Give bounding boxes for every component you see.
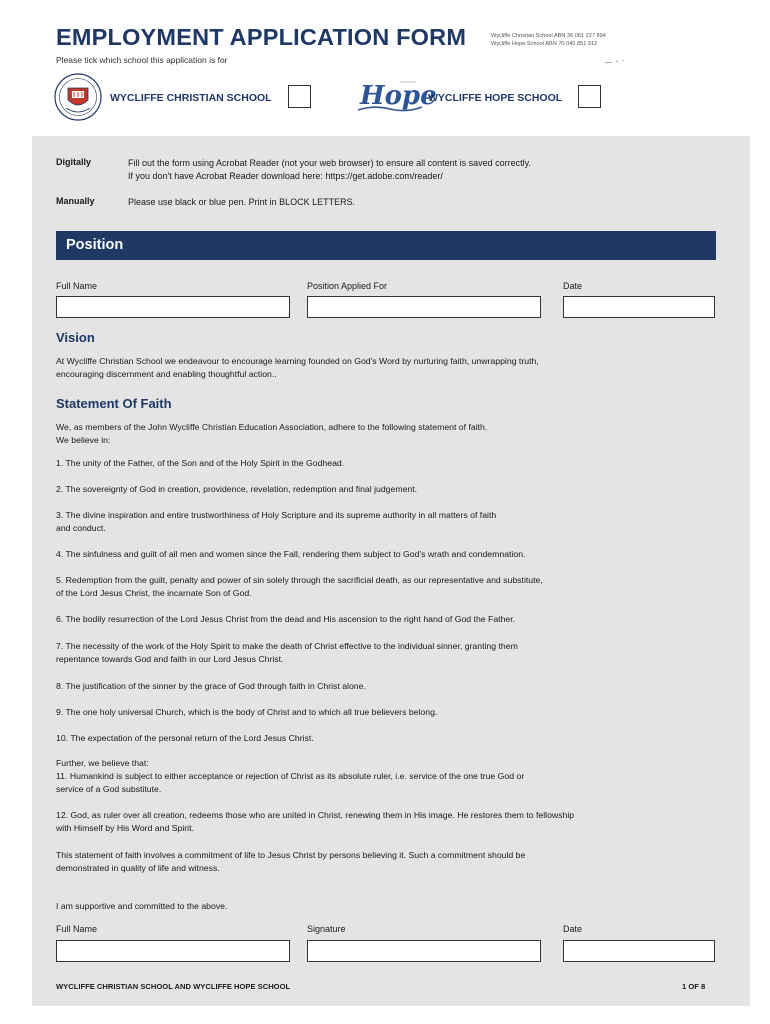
position-section-bar: [56, 231, 716, 260]
faith-line: 11. Humankind is subject to either acceptance or rejection of Christ as its absolute ruler, i.e. service of the one true God or: [56, 771, 525, 781]
faith-line: We believe in:: [56, 435, 111, 445]
faith-item: [56, 574, 716, 600]
faith-affirmation: [56, 900, 716, 913]
faith-item: [56, 757, 716, 796]
page-number: 1 OF 8: [682, 982, 706, 991]
faith-item: [56, 613, 716, 626]
faith-line: repentance towards God and faith in our Lord Jesus Christ.: [56, 654, 284, 664]
faith-line: 3. The divine inspiration and entire trustworthiness of Holy Scripture and its supreme authority in all matters of faith: [56, 510, 497, 520]
faith-item: [56, 680, 716, 693]
instruction-line: If you don't have Acrobat Reader download here: https://get.adobe.com/reader/: [128, 171, 443, 181]
faith-item: [56, 732, 716, 745]
faith-line: Further, we believe that:: [56, 758, 149, 768]
vision-line: encouraging discernment and enabling thoughtful action..: [56, 369, 277, 379]
faith-item: [56, 706, 716, 719]
faith-line: We, as members of the John Wycliffe Christian Education Association, adhere to the following statement of faith.: [56, 422, 488, 432]
instruction-line: Fill out the form using Acrobat Reader (not your web browser) to ensure all content is saved correctly.: [128, 158, 532, 168]
instruction-digitally-text: [128, 157, 531, 183]
statement-of-faith-heading: Statement Of Faith: [56, 396, 172, 411]
hope-school-logo: [356, 74, 437, 116]
school-tick-instruction: Please tick which school this application is for: [56, 55, 228, 65]
form-panel: [32, 136, 750, 1006]
faith-line: 7. The necessity of the work of the Holy Spirit to make the death of Christ effective to the individual sinner, granting them: [56, 641, 518, 651]
vision-heading: Vision: [56, 330, 95, 345]
date-field[interactable]: [563, 296, 715, 318]
decorative-mark-icon: [604, 59, 626, 65]
christian-school-checkbox[interactable]: [288, 85, 311, 108]
faith-line: This statement of faith involves a commitment of life to Jesus Christ by persons believing it. Such a commitment should be: [56, 850, 526, 860]
faith-line: 4. The sinfulness and guilt of all men and women since the Fall, rendering them subject to God's wrath and condemnation.: [56, 549, 526, 559]
position-applied-label: Position Applied For: [307, 281, 388, 291]
instruction-term-digitally: Digitally: [56, 157, 92, 167]
signoff-date-field[interactable]: [563, 940, 715, 962]
signature-field[interactable]: [307, 940, 541, 962]
faith-line: 6. The bodily resurrection of the Lord Jesus Christ from the dead and His ascension to the right hand of God the Father.: [56, 614, 516, 624]
faith-line: 2. The sovereignty of God in creation, providence, revelation, redemption and final judgement.: [56, 484, 418, 494]
position-section-title: Position: [66, 237, 124, 253]
school-option-hope-label: WYCLIFFE HOPE SCHOOL: [428, 92, 563, 104]
faith-item: [56, 457, 716, 470]
faith-line: service of a God substitute.: [56, 784, 162, 794]
faith-item: [56, 509, 716, 535]
faith-intro: [56, 421, 716, 447]
faith-line: I am supportive and committed to the above.: [56, 901, 228, 911]
vision-text: [56, 355, 716, 381]
instruction-manually-text: [128, 196, 355, 209]
faith-line: 1. The unity of the Father, of the Son and of the Holy Spirit in the Godhead.: [56, 458, 345, 468]
position-applied-field[interactable]: [307, 296, 541, 318]
faith-commitment: [56, 849, 716, 875]
hope-school-checkbox[interactable]: [578, 85, 601, 108]
faith-line: of the Lord Jesus Christ, the incarnate Son of God.: [56, 588, 252, 598]
signoff-full-name-label: Full Name: [56, 924, 98, 934]
abn-hope-school: Wycliffe Hope School ABN 70 040 851 912: [491, 41, 598, 47]
footer-school-names: WYCLIFFE CHRISTIAN SCHOOL AND WYCLIFFE HOPE SCHOOL: [56, 982, 291, 991]
full-name-field[interactable]: [56, 296, 290, 318]
faith-item: [56, 640, 716, 666]
faith-item: [56, 809, 716, 835]
abn-christian-school: Wycliffe Christian School ABN 36 081 227 894: [491, 33, 606, 39]
faith-item: [56, 548, 716, 561]
faith-line: demonstrated in quality of life and witness.: [56, 863, 220, 873]
date-label: Date: [563, 281, 583, 291]
full-name-label: Full Name: [56, 281, 98, 291]
wycliffe-crest-logo: [53, 72, 103, 122]
faith-line: 10. The expectation of the personal return of the Lord Jesus Christ.: [56, 733, 314, 743]
signature-label: Signature: [307, 924, 346, 934]
faith-line: 8. The justification of the sinner by the grace of God through faith in Christ alone.: [56, 681, 366, 691]
faith-line: 9. The one holy universal Church, which is the body of Christ and to which all true believers belong.: [56, 707, 438, 717]
signoff-full-name-field[interactable]: [56, 940, 290, 962]
faith-line: 12. God, as ruler over all creation, redeems those who are united in Christ, renewing them in His image. He restores them to fellowship: [56, 810, 575, 820]
faith-item: [56, 483, 716, 496]
school-option-christian-label: WYCLIFFE CHRISTIAN SCHOOL: [110, 92, 272, 104]
instruction-line: Please use black or blue pen. Print in BLOCK LETTERS.: [128, 197, 356, 207]
signoff-date-label: Date: [563, 924, 583, 934]
faith-line: with Himself by His Word and Spirit.: [56, 823, 194, 833]
page-title: EMPLOYMENT APPLICATION FORM: [56, 24, 467, 50]
instruction-term-manually: Manually: [56, 196, 95, 206]
svg-text:Hope: Hope: [360, 81, 437, 111]
faith-line: and conduct.: [56, 523, 106, 533]
faith-line: 5. Redemption from the guilt, penalty and power of sin solely through the sacrificial death, as our representative and substitute,: [56, 575, 543, 585]
vision-line: At Wycliffe Christian School we endeavour to encourage learning founded on God's Word by nurturing faith, unwrapping truth,: [56, 356, 539, 366]
